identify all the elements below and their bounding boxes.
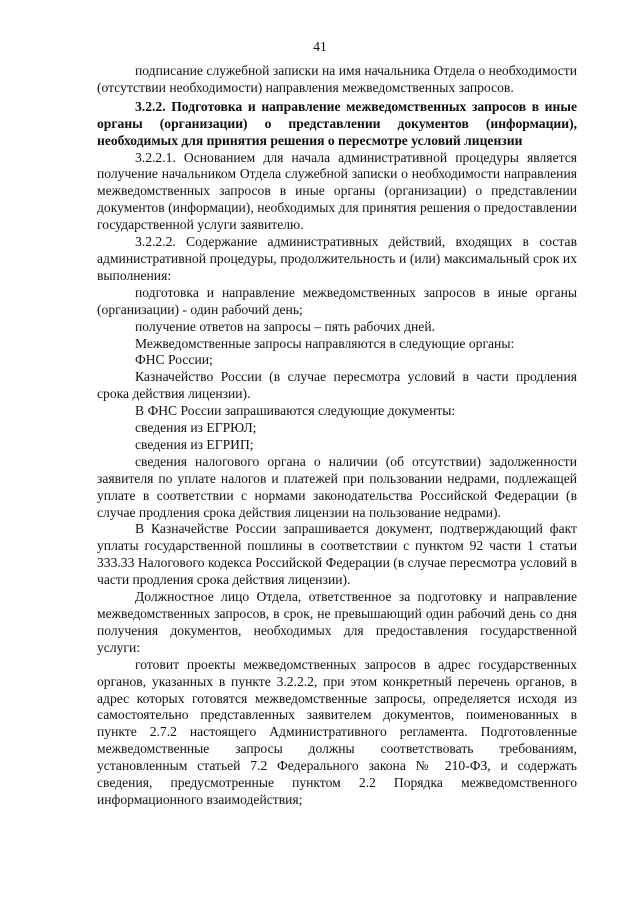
page-number: 41 [313, 39, 327, 54]
paragraph: подписание служебной записки на имя начальника Отдела о необходимости (отсутствии необходимости) направления межведомственных запросов. [97, 63, 577, 95]
document-body [97, 63, 577, 809]
paragraph: ФНС России; [135, 352, 213, 368]
paragraph: Должностное лицо Отдела, ответственное за подготовку и направление межведомственных запросов, в срок, не превышающий один рабочий день со дня получения документов, необходимых для предоставления государственной услуги: [97, 589, 577, 655]
paragraph: 3.2.2.1. Основанием для начала административной процедуры является получение начальником Отдела служебной записки о необходимости направления межведомственных запросов в иные органы (организации) о представлении документов (информации), необходимых для принятия решения о предоставлении государственной услуги заявителю. [97, 149, 577, 233]
section-heading: 3.2.2. Подготовка и направление межведомственных запросов в иные органы (организации) о представлении документов (информации), необходимых для принятия решения о пересмотре условий лицензии [97, 98, 577, 148]
paragraph: В ФНС России запрашиваются следующие документы: [135, 403, 456, 419]
paragraph: 3.2.2.2. Содержание административных действий, входящих в состав административной процедуры, продолжительность и (или) максимальный срок их выполнения: [97, 234, 577, 283]
paragraph: сведения из ЕГРЮЛ; [135, 420, 257, 436]
paragraph: сведения из ЕГРИП; [135, 436, 254, 452]
paragraph: В Казначействе России запрашивается документ, подтверждающий факт уплаты государственной пошлины в соответствии с пунктом 92 части 1 статьи 333.33 Налогового кодекса Российской Федерации (в случае пересмотра условий в части продления срока действия лицензии). [97, 521, 577, 588]
paragraph: подготовка и направление межведомственных запросов в иные органы (организации) - один рабочий день; [97, 284, 577, 317]
paragraph: получение ответов на запросы – пять рабочих дней. [135, 318, 435, 334]
paragraph: Казначейство России (в случае пересмотра условий в части продления срока действия лицензии). [97, 369, 577, 402]
paragraph: Межведомственные запросы направляются в следующие органы: [135, 335, 515, 351]
paragraph: готовит проекты межведомственных запросов в адрес государственных органов, указанных в пункте 3.2.2.2, при этом конкретный перечень органов, в адрес которых готовятся межведомственные запросы, определяется исходя из самостоятельно представленных заявителем документов, поименованных в пункте 2.7.2 настоящего Административного регламента. Подготовленные межведомственные запросы должны соответствовать требованиям, установленным статьей 7.2 Федерального закона № 210-ФЗ, и содержать сведения, предусмотренные пунктом 2.2 Порядка межведомственного информационного взаимодействия; [97, 656, 577, 807]
paragraph: сведения налогового органа о наличии (об отсутствии) задолженности заявителя по уплате налогов и платежей при пользовании недрами, подлежащей уплате в соответствии с нормами законодательства Российской Федерации (в случае продления срока действия лицензии на пользование недрами). [97, 453, 577, 520]
